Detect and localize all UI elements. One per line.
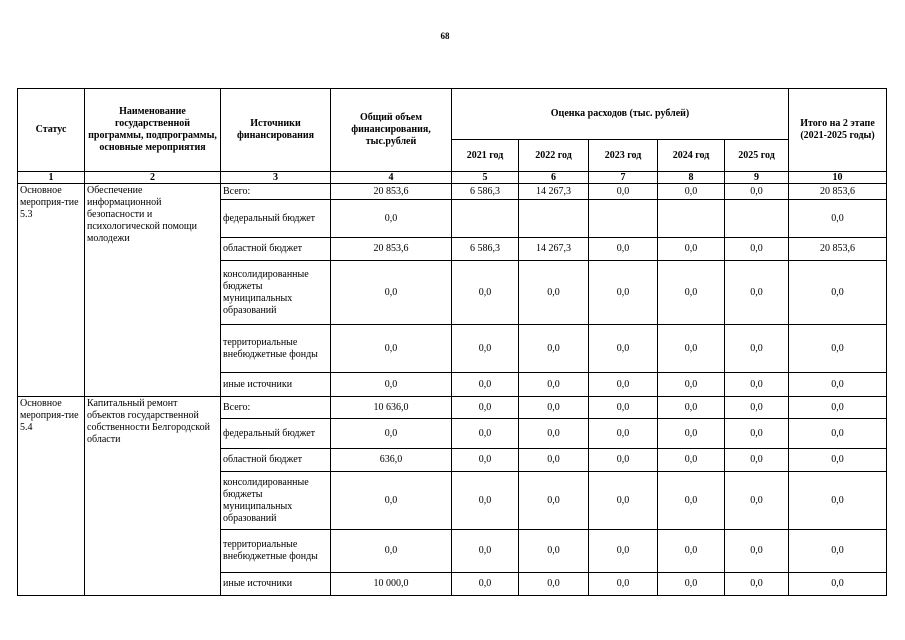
source-cell: консолидированные бюджеты муниципальных образований [221, 261, 331, 325]
header-status: Статус [18, 89, 85, 172]
budget-table [17, 88, 887, 596]
header-name: Наименование государственной программы, подпрограммы, основные мероприятия [85, 89, 221, 172]
stage-total-cell: 0,0 [789, 200, 887, 238]
year-value-cell: 0,0 [658, 373, 725, 397]
year-value-cell: 0,0 [658, 449, 725, 472]
table-row [18, 184, 887, 200]
year-value-cell: 0,0 [519, 261, 589, 325]
stage-total-cell: 0,0 [789, 397, 887, 419]
header-year: 2023 год [589, 140, 658, 172]
year-value-cell [519, 200, 589, 238]
year-value-cell: 0,0 [658, 238, 725, 261]
total-cell: 0,0 [331, 419, 452, 449]
source-cell: территориальные внебюджетные фонды [221, 530, 331, 573]
year-value-cell: 0,0 [589, 325, 658, 373]
stage-total-cell: 20 853,6 [789, 184, 887, 200]
total-cell: 0,0 [331, 373, 452, 397]
year-value-cell: 0,0 [725, 397, 789, 419]
source-cell: Всего: [221, 184, 331, 200]
header-stage-total: Итого на 2 этапе (2021-2025 годы) [789, 89, 887, 172]
total-cell: 10 000,0 [331, 573, 452, 596]
header-year: 2022 год [519, 140, 589, 172]
year-value-cell: 0,0 [725, 419, 789, 449]
year-value-cell: 6 586,3 [452, 184, 519, 200]
year-value-cell: 0,0 [452, 325, 519, 373]
year-value-cell: 0,0 [658, 419, 725, 449]
year-value-cell: 0,0 [725, 373, 789, 397]
column-number: 3 [221, 172, 331, 184]
year-value-cell: 0,0 [519, 573, 589, 596]
total-cell: 10 636,0 [331, 397, 452, 419]
year-value-cell: 0,0 [725, 184, 789, 200]
year-value-cell: 0,0 [725, 573, 789, 596]
year-value-cell: 0,0 [452, 373, 519, 397]
year-value-cell [658, 200, 725, 238]
stage-total-cell: 0,0 [789, 325, 887, 373]
year-value-cell: 0,0 [658, 397, 725, 419]
column-number: 7 [589, 172, 658, 184]
year-value-cell: 0,0 [452, 530, 519, 573]
year-value-cell: 14 267,3 [519, 238, 589, 261]
year-value-cell: 0,0 [519, 530, 589, 573]
column-number: 5 [452, 172, 519, 184]
year-value-cell: 0,0 [452, 449, 519, 472]
table-row [18, 397, 887, 419]
status-cell: Основное мероприя-тие 5.3 [18, 184, 85, 397]
header-sources: Источники финансирования [221, 89, 331, 172]
year-value-cell: 0,0 [725, 530, 789, 573]
year-value-cell: 0,0 [589, 397, 658, 419]
column-number: 4 [331, 172, 452, 184]
year-value-cell: 0,0 [589, 449, 658, 472]
stage-total-cell: 0,0 [789, 530, 887, 573]
year-value-cell: 0,0 [452, 261, 519, 325]
column-number-row [18, 172, 887, 184]
year-value-cell: 0,0 [589, 184, 658, 200]
page-number: 68 [440, 31, 450, 41]
year-value-cell: 0,0 [658, 184, 725, 200]
year-value-cell: 0,0 [658, 325, 725, 373]
year-value-cell: 0,0 [519, 449, 589, 472]
status-cell: Основное мероприя-тие 5.4 [18, 397, 85, 596]
total-cell: 0,0 [331, 530, 452, 573]
total-cell: 0,0 [331, 325, 452, 373]
stage-total-cell: 0,0 [789, 419, 887, 449]
source-cell: областной бюджет [221, 449, 331, 472]
stage-total-cell: 0,0 [789, 261, 887, 325]
year-value-cell: 0,0 [519, 373, 589, 397]
stage-total-cell: 0,0 [789, 472, 887, 530]
header-year: 2024 год [658, 140, 725, 172]
year-value-cell: 0,0 [519, 397, 589, 419]
column-number: 8 [658, 172, 725, 184]
year-value-cell: 6 586,3 [452, 238, 519, 261]
total-cell: 0,0 [331, 261, 452, 325]
year-value-cell: 0,0 [452, 419, 519, 449]
source-cell: Всего: [221, 397, 331, 419]
measure-name-cell: Обеспечение информационной безопасности и психологической помощи молодежи [85, 184, 221, 397]
total-cell: 20 853,6 [331, 184, 452, 200]
year-value-cell: 0,0 [589, 373, 658, 397]
column-number: 9 [725, 172, 789, 184]
header-year: 2021 год [452, 140, 519, 172]
year-value-cell: 0,0 [725, 238, 789, 261]
column-number: 1 [18, 172, 85, 184]
year-value-cell: 0,0 [519, 419, 589, 449]
total-cell: 0,0 [331, 472, 452, 530]
year-value-cell: 0,0 [658, 573, 725, 596]
year-value-cell: 0,0 [519, 472, 589, 530]
year-value-cell: 0,0 [519, 325, 589, 373]
year-value-cell: 0,0 [452, 573, 519, 596]
header-total: Общий объем финансирования, тыс.рублей [331, 89, 452, 172]
table-body [18, 184, 887, 596]
year-value-cell: 0,0 [589, 472, 658, 530]
header-estimate: Оценка расходов (тыс. рублей) [452, 89, 789, 140]
source-cell: федеральный бюджет [221, 200, 331, 238]
year-value-cell: 0,0 [658, 472, 725, 530]
year-value-cell: 0,0 [725, 449, 789, 472]
total-cell: 20 853,6 [331, 238, 452, 261]
stage-total-cell: 0,0 [789, 373, 887, 397]
source-cell: территориальные внебюджетные фонды [221, 325, 331, 373]
year-value-cell: 0,0 [589, 261, 658, 325]
source-cell: федеральный бюджет [221, 419, 331, 449]
total-cell: 0,0 [331, 200, 452, 238]
header-year: 2025 год [725, 140, 789, 172]
source-cell: областной бюджет [221, 238, 331, 261]
year-value-cell: 0,0 [589, 530, 658, 573]
budget-table-wrapper [17, 88, 887, 596]
year-value-cell: 0,0 [658, 261, 725, 325]
year-value-cell [589, 200, 658, 238]
column-number: 6 [519, 172, 589, 184]
column-number: 10 [789, 172, 887, 184]
column-number: 2 [85, 172, 221, 184]
year-value-cell [452, 200, 519, 238]
stage-total-cell: 0,0 [789, 573, 887, 596]
total-cell: 636,0 [331, 449, 452, 472]
year-value-cell: 0,0 [589, 238, 658, 261]
year-value-cell: 0,0 [452, 472, 519, 530]
year-value-cell: 0,0 [589, 419, 658, 449]
stage-total-cell: 0,0 [789, 449, 887, 472]
measure-name-cell: Капитальный ремонт объектов государственной собственности Белгородской области [85, 397, 221, 596]
year-value-cell: 0,0 [658, 530, 725, 573]
year-value-cell [725, 200, 789, 238]
year-value-cell: 0,0 [452, 397, 519, 419]
year-value-cell: 0,0 [725, 261, 789, 325]
year-value-cell: 0,0 [725, 325, 789, 373]
source-cell: иные источники [221, 373, 331, 397]
year-value-cell: 0,0 [589, 573, 658, 596]
source-cell: иные источники [221, 573, 331, 596]
source-cell: консолидированные бюджеты муниципальных образований [221, 472, 331, 530]
year-value-cell: 0,0 [725, 472, 789, 530]
stage-total-cell: 20 853,6 [789, 238, 887, 261]
year-value-cell: 14 267,3 [519, 184, 589, 200]
